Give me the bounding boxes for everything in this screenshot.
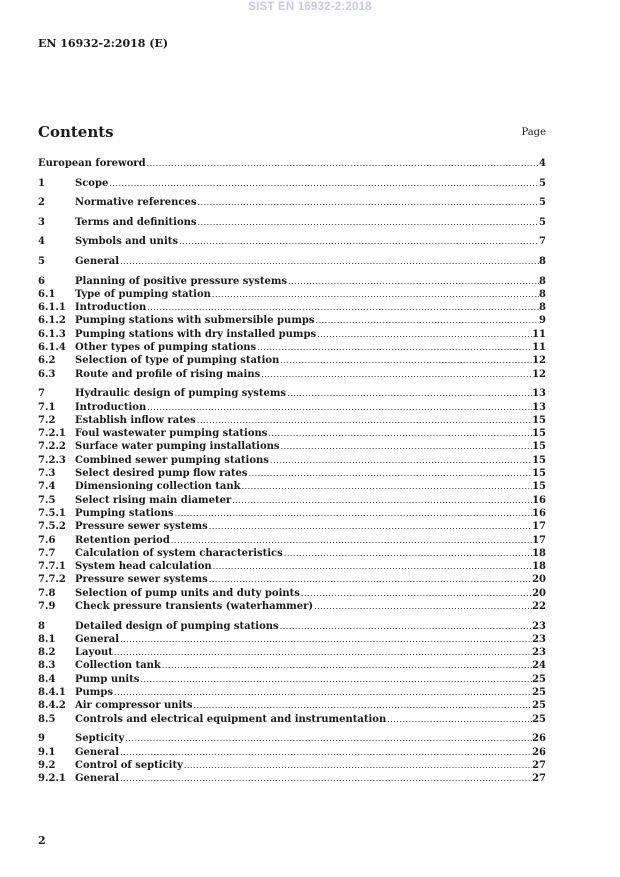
toc-entry-title[interactable]: Foul wastewater pumping stations xyxy=(75,428,268,440)
toc-entry-page[interactable]: 11 xyxy=(532,328,546,340)
toc-entry-number: 1 xyxy=(38,177,45,189)
dot-leader xyxy=(113,646,532,659)
toc-entry-page[interactable]: 26 xyxy=(532,733,546,745)
toc-entry-page[interactable]: 18 xyxy=(532,547,546,559)
toc-entry-number: 9.1 xyxy=(38,746,56,758)
toc-entry-number: 6.2 xyxy=(38,355,56,367)
toc-entry-page[interactable]: 4 xyxy=(539,158,546,169)
toc-entry-title[interactable]: Terms and definitions xyxy=(75,216,197,228)
toc-entry-title[interactable]: Establish inflow rates xyxy=(75,414,196,426)
toc-entry-number: 7.7.1 xyxy=(38,561,66,573)
toc-entry-title[interactable]: Introduction xyxy=(75,302,147,314)
toc-entry-number: 8.4.1 xyxy=(38,687,66,699)
toc-entry-number: 4 xyxy=(38,236,45,248)
toc-entry-title[interactable]: Normative references xyxy=(75,197,197,209)
toc-entry-title[interactable]: System head calculation xyxy=(75,561,212,573)
toc-entry-title[interactable]: Pumping stations with submersible pumps xyxy=(75,315,315,327)
dot-leader xyxy=(146,157,539,170)
toc-entry-page[interactable]: 13 xyxy=(532,401,546,413)
dot-leader xyxy=(208,573,532,586)
dot-leader xyxy=(279,354,532,367)
toc-entry-number: 7.6 xyxy=(38,534,56,546)
toc-entry-page[interactable]: 15 xyxy=(532,454,546,466)
toc-entry[interactable] xyxy=(38,288,546,301)
dot-leader xyxy=(212,560,532,573)
toc-entry-page[interactable]: 20 xyxy=(532,587,546,599)
toc-entry[interactable] xyxy=(38,547,546,560)
toc-entry[interactable] xyxy=(38,341,546,354)
toc-entry[interactable] xyxy=(38,427,546,440)
toc-entry[interactable] xyxy=(38,646,546,659)
toc-entry-number: 7.2 xyxy=(38,414,56,426)
toc-entry-number: 8 xyxy=(38,620,45,632)
toc-entry-title[interactable]: Pressure sewer systems xyxy=(75,574,208,586)
toc-entry[interactable] xyxy=(38,686,546,699)
toc-entry-number: 8.5 xyxy=(38,713,56,725)
toc-entry-page[interactable]: 11 xyxy=(532,342,546,354)
toc-entry-page[interactable]: 25 xyxy=(532,713,546,725)
dot-leader xyxy=(193,699,533,712)
toc-entry[interactable] xyxy=(38,534,546,547)
toc-entry-title[interactable]: European foreword xyxy=(38,158,146,169)
dot-leader xyxy=(178,235,539,248)
toc-entry[interactable] xyxy=(38,454,546,467)
toc-entry-page[interactable]: 26 xyxy=(532,746,546,758)
toc-entry-page[interactable]: 22 xyxy=(532,600,546,612)
toc-entry-page[interactable]: 8 xyxy=(539,255,546,267)
dot-leader xyxy=(119,255,539,268)
toc-entry-title[interactable]: Calculation of system characteristics xyxy=(75,547,283,559)
contents-heading: Contents xyxy=(38,123,114,141)
toc-entry-page[interactable]: 27 xyxy=(532,773,546,785)
toc-entry-number: 5 xyxy=(38,255,45,267)
dot-leader xyxy=(119,746,532,759)
dot-leader xyxy=(139,673,532,686)
toc-entry-number: 9.2.1 xyxy=(38,773,66,785)
toc-entry-page[interactable]: 5 xyxy=(539,216,546,228)
dot-leader xyxy=(313,600,532,613)
dot-leader xyxy=(146,401,532,414)
toc-entry[interactable] xyxy=(38,414,546,427)
dot-leader xyxy=(241,480,533,493)
toc-entry-page[interactable]: 17 xyxy=(532,534,546,546)
toc-entry-number: 8.4.2 xyxy=(38,700,66,712)
toc-entry-number: 7 xyxy=(38,388,45,400)
toc-entry-number: 7.5.2 xyxy=(38,521,66,533)
toc-entry-page[interactable]: 5 xyxy=(539,177,546,189)
toc-entry-title[interactable]: Pumping stations with dry installed pumps xyxy=(75,328,317,340)
toc-entry-title[interactable]: Collection tank xyxy=(75,660,161,672)
dot-leader xyxy=(315,314,540,327)
toc-entry-title[interactable]: Route and profile of rising mains xyxy=(75,368,261,380)
toc-entry[interactable] xyxy=(38,255,546,268)
toc-entry[interactable] xyxy=(38,314,546,327)
toc-entry[interactable] xyxy=(38,275,546,288)
toc-entry-number: 7.2.3 xyxy=(38,454,66,466)
page-column-label: Page xyxy=(521,127,546,138)
toc-entry-title[interactable]: Planning of positive pressure systems xyxy=(75,275,288,287)
toc-entry-title[interactable]: Detailed design of pumping stations xyxy=(75,620,279,632)
toc-entry-number: 7.4 xyxy=(38,481,56,493)
toc-entry[interactable] xyxy=(38,699,546,712)
toc-entry-title[interactable]: General xyxy=(75,633,120,645)
toc-entry-title[interactable]: Select rising main diameter xyxy=(75,494,232,506)
toc-entry-title[interactable]: Selection of pump units and duty points xyxy=(75,587,300,599)
toc-entry-number: 6.1.2 xyxy=(38,315,66,327)
toc-entry-page[interactable]: 13 xyxy=(532,388,546,400)
toc-entry-page[interactable]: 15 xyxy=(532,441,546,453)
toc-entry[interactable] xyxy=(38,440,546,453)
toc-entry-number: 7.7.2 xyxy=(38,574,66,586)
toc-entry-number: 8.3 xyxy=(38,660,56,672)
toc-entry-number: 7.5 xyxy=(38,494,56,506)
toc-entry[interactable] xyxy=(38,494,546,507)
toc-entry[interactable] xyxy=(38,480,546,493)
toc-entry-title[interactable]: Introduction xyxy=(75,401,147,413)
toc-entry-page[interactable]: 8 xyxy=(539,288,546,300)
toc-entry[interactable] xyxy=(38,713,546,726)
toc-entry-page[interactable]: 15 xyxy=(532,481,546,493)
toc-entry-title[interactable]: Selection of type of pumping station xyxy=(75,355,280,367)
dot-leader xyxy=(316,328,532,341)
dot-leader xyxy=(161,659,532,672)
toc-entry-number: 6.3 xyxy=(38,368,56,380)
dot-leader xyxy=(196,414,532,427)
toc-entry-title[interactable]: Combined sewer pumping stations xyxy=(75,454,269,466)
dot-leader xyxy=(231,494,532,507)
toc-entry[interactable] xyxy=(38,216,546,229)
toc-entry[interactable] xyxy=(38,746,546,759)
toc-entry[interactable] xyxy=(38,354,546,367)
toc-entry[interactable] xyxy=(38,633,546,646)
dot-leader xyxy=(260,368,532,381)
toc-entry-page[interactable]: 20 xyxy=(532,574,546,586)
toc-entry-number: 7.5.1 xyxy=(38,507,66,519)
toc-entry[interactable] xyxy=(38,387,546,400)
toc-entry[interactable] xyxy=(38,759,546,772)
dot-leader xyxy=(267,427,532,440)
toc-entry-page[interactable]: 5 xyxy=(539,197,546,209)
toc-entry[interactable] xyxy=(38,732,546,745)
dot-leader xyxy=(113,686,532,699)
dot-leader xyxy=(211,288,539,301)
toc-entry-title[interactable]: Pumping stations xyxy=(75,507,174,519)
toc-entry-page[interactable]: 23 xyxy=(532,647,546,659)
toc-entry-number: 7.1 xyxy=(38,401,56,413)
toc-entry-page[interactable]: 9 xyxy=(539,315,546,327)
toc-entry[interactable] xyxy=(38,401,546,414)
toc-entry-number: 8.4 xyxy=(38,673,56,685)
dot-leader xyxy=(197,196,540,209)
toc-entry-title[interactable]: Hydraulic design of pumping systems xyxy=(75,388,287,400)
toc-entry-number: 6 xyxy=(38,275,45,287)
watermark: SIST EN 16932-2:2018 xyxy=(248,1,372,13)
toc-entry-number: 6.1.3 xyxy=(38,328,66,340)
toc-entry-page[interactable]: 8 xyxy=(539,302,546,314)
footer-page-number: 2 xyxy=(38,834,46,847)
toc-entry-title[interactable]: Controls and electrical equipment and instrumentation xyxy=(75,713,387,725)
toc-entry[interactable] xyxy=(38,659,546,672)
toc-entry-title[interactable]: General xyxy=(75,255,120,267)
toc-entry-page[interactable]: 25 xyxy=(532,687,546,699)
toc-entry[interactable] xyxy=(38,328,546,341)
toc-entry[interactable] xyxy=(38,573,546,586)
toc-entry-title[interactable]: Pumps xyxy=(75,687,113,699)
dot-leader xyxy=(386,713,532,726)
dot-leader xyxy=(197,216,540,229)
dot-leader xyxy=(300,587,532,600)
toc-entry[interactable] xyxy=(38,673,546,686)
toc-entry-page[interactable]: 23 xyxy=(532,620,546,632)
toc-entry-number: 2 xyxy=(38,197,45,209)
dot-leader xyxy=(119,772,532,785)
toc-entry-number: 3 xyxy=(38,216,45,228)
dot-leader xyxy=(208,520,532,533)
toc-entry-title[interactable]: Surface water pumping installations xyxy=(75,441,280,453)
toc-entry-number: 9.2 xyxy=(38,759,56,771)
dot-leader xyxy=(269,454,532,467)
toc-entry[interactable] xyxy=(38,560,546,573)
toc-entry-number: 7.7 xyxy=(38,547,56,559)
toc-entry[interactable] xyxy=(38,177,546,190)
table-of-contents xyxy=(38,157,546,785)
toc-entry-page[interactable]: 7 xyxy=(539,236,546,248)
dot-leader xyxy=(146,301,539,314)
toc-entry[interactable] xyxy=(38,587,546,600)
toc-entry-page[interactable]: 15 xyxy=(532,468,546,480)
toc-entry-page[interactable]: 12 xyxy=(532,368,546,380)
toc-entry-number: 7.2.2 xyxy=(38,441,66,453)
toc-entry-title[interactable]: Air compressor units xyxy=(75,700,193,712)
toc-entry-title[interactable]: Type of pumping station xyxy=(75,288,211,300)
toc-entry-title[interactable]: General xyxy=(75,773,120,785)
toc-entry-page[interactable]: 8 xyxy=(539,275,546,287)
toc-entry-number: 6.1.1 xyxy=(38,302,66,314)
toc-entry-page[interactable]: 18 xyxy=(532,561,546,573)
dot-leader xyxy=(119,633,532,646)
toc-entry[interactable] xyxy=(38,620,546,633)
dot-leader xyxy=(174,507,532,520)
toc-entry[interactable] xyxy=(38,520,546,533)
toc-entry-title[interactable]: Select desired pump flow rates xyxy=(75,468,248,480)
dot-leader xyxy=(170,534,532,547)
toc-entry-page[interactable]: 25 xyxy=(532,700,546,712)
toc-entry-page[interactable]: 12 xyxy=(532,355,546,367)
toc-entry-title[interactable]: Control of septicity xyxy=(75,759,183,771)
toc-entry-page[interactable]: 17 xyxy=(532,521,546,533)
dot-leader xyxy=(280,440,533,453)
toc-entry-page[interactable]: 27 xyxy=(532,759,546,771)
toc-entry-title[interactable]: Scope xyxy=(75,177,109,189)
dot-leader xyxy=(183,759,532,772)
toc-entry[interactable] xyxy=(38,196,546,209)
toc-entry-title[interactable]: Pressure sewer systems xyxy=(75,521,208,533)
toc-entry-title[interactable]: Septicity xyxy=(75,733,125,745)
toc-entry-title[interactable]: Check pressure transients (waterhammer) xyxy=(75,600,314,612)
dot-leader xyxy=(287,275,539,288)
toc-entry-page[interactable]: 24 xyxy=(532,660,546,672)
toc-entry-title[interactable]: Dimensioning collection tank xyxy=(75,481,241,493)
toc-entry-number: 7.3 xyxy=(38,468,56,480)
dot-leader xyxy=(279,620,532,633)
toc-entry[interactable] xyxy=(38,301,546,314)
dot-leader xyxy=(283,547,532,560)
toc-entry-number: 7.8 xyxy=(38,587,56,599)
toc-entry-title[interactable]: Layout xyxy=(75,647,113,659)
toc-entry-page[interactable]: 16 xyxy=(532,507,546,519)
dot-leader xyxy=(256,341,532,354)
dot-leader xyxy=(108,177,539,190)
toc-entry-title[interactable]: Retention period xyxy=(75,534,170,546)
toc-entry-title[interactable]: Other types of pumping stations xyxy=(75,342,257,354)
toc-entry-page[interactable]: 16 xyxy=(532,494,546,506)
toc-entry-title[interactable]: General xyxy=(75,746,120,758)
toc-entry-number: 7.2.1 xyxy=(38,428,66,440)
toc-entry[interactable] xyxy=(38,507,546,520)
toc-entry-number: 8.1 xyxy=(38,633,56,645)
toc-entry-title[interactable]: Symbols and units xyxy=(75,236,178,248)
document-id: EN 16932-2:2018 (E) xyxy=(38,37,169,50)
dot-leader xyxy=(286,387,532,400)
toc-entry-number: 6.1 xyxy=(38,288,56,300)
toc-entry-number: 6.1.4 xyxy=(38,342,66,354)
dot-leader xyxy=(248,467,533,480)
toc-entry-page[interactable]: 23 xyxy=(532,633,546,645)
toc-entry-page[interactable]: 15 xyxy=(532,428,546,440)
toc-entry[interactable] xyxy=(38,157,546,170)
toc-entry-page[interactable]: 25 xyxy=(532,673,546,685)
toc-entry[interactable] xyxy=(38,600,546,613)
toc-entry-title[interactable]: Pump units xyxy=(75,673,140,685)
toc-entry[interactable] xyxy=(38,368,546,381)
toc-entry[interactable] xyxy=(38,235,546,248)
toc-entry-number: 7.9 xyxy=(38,600,56,612)
toc-entry-number: 8.2 xyxy=(38,647,56,659)
toc-entry-number: 9 xyxy=(38,733,45,745)
dot-leader xyxy=(124,732,532,745)
toc-entry[interactable] xyxy=(38,467,546,480)
toc-entry[interactable] xyxy=(38,772,546,785)
toc-entry-page[interactable]: 15 xyxy=(532,414,546,426)
